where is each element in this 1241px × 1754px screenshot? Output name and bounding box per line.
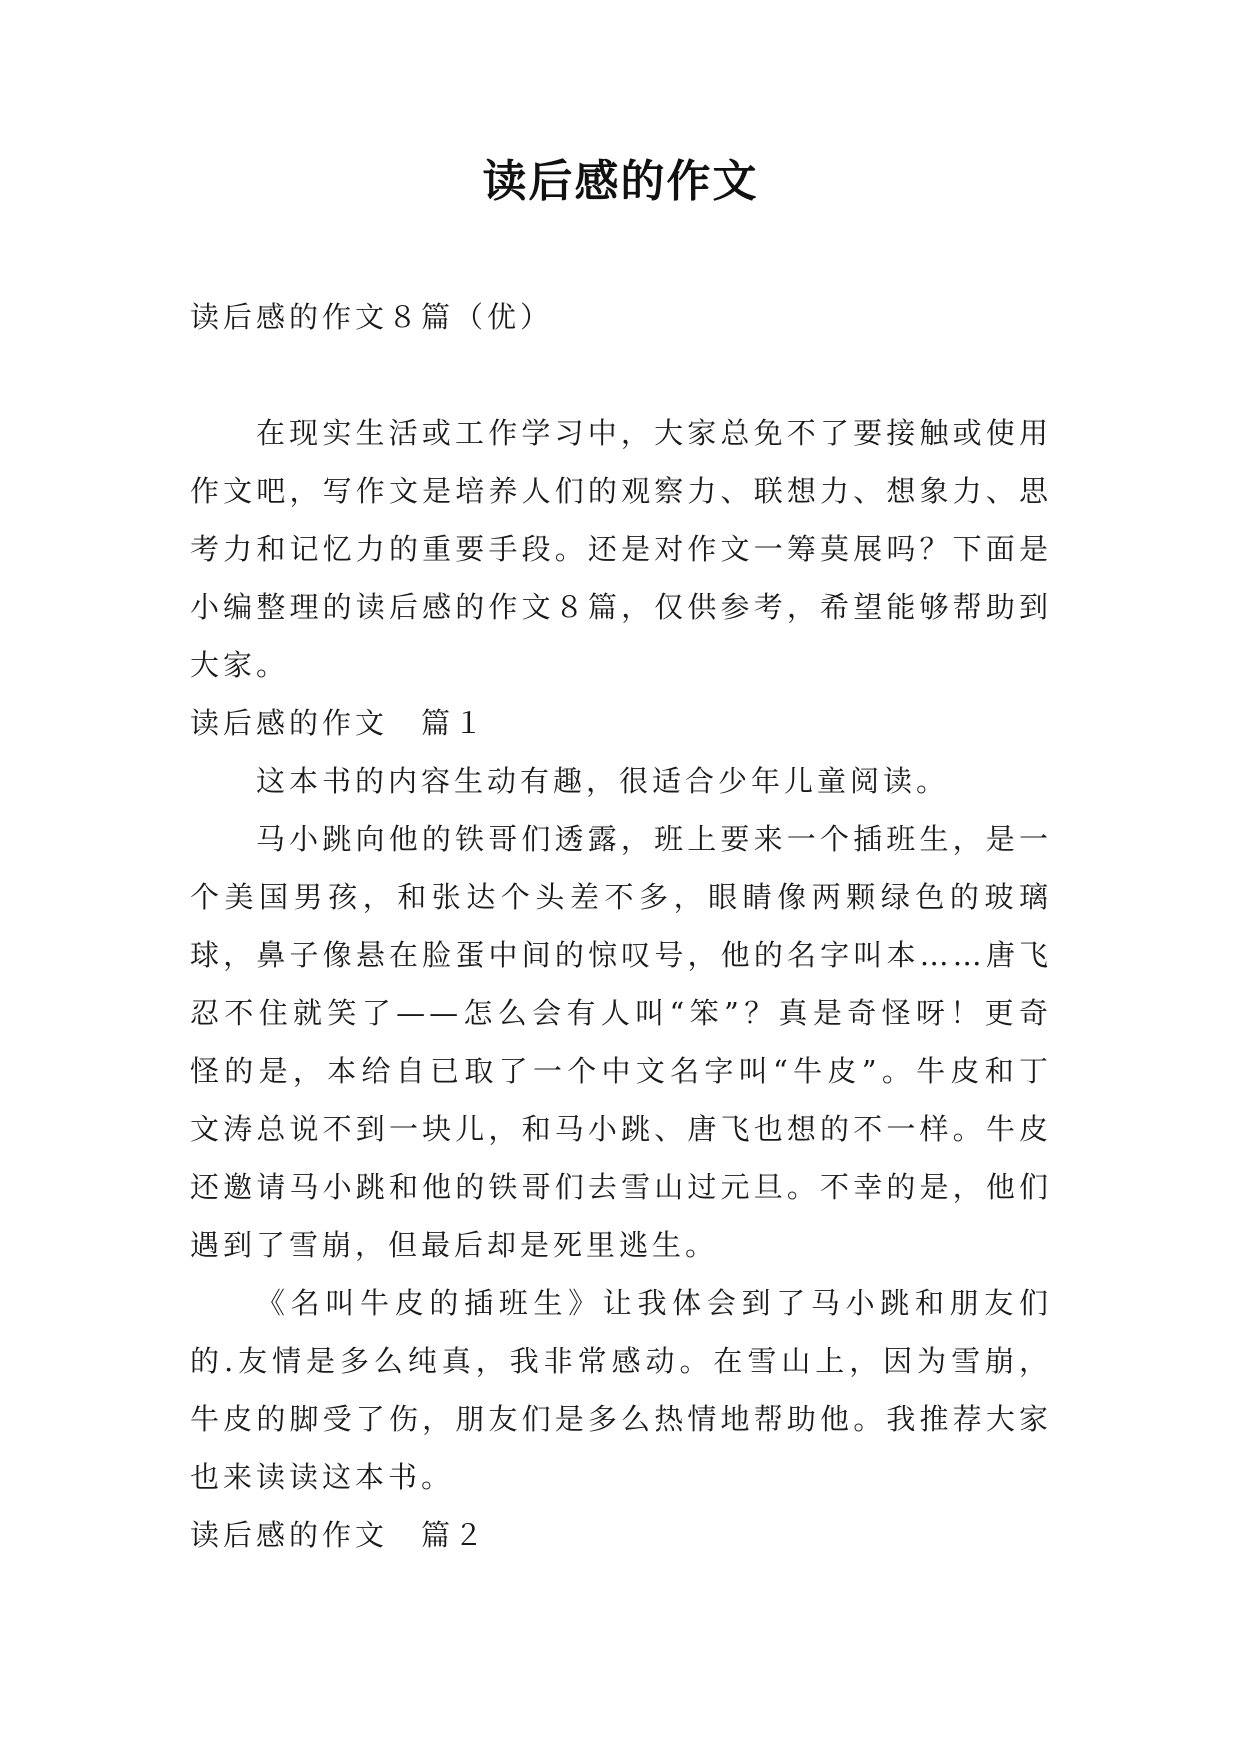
section-heading: 读后感的作文 篇２ [190, 1518, 488, 1552]
spacer [190, 346, 1052, 404]
section-paragraph: 马小跳向他的铁哥们透露，班上要来一个插班生，是一个美国男孩，和张达个头差不多，眼睛像两颗绿色的玻璃球，鼻子像悬在脸蛋中间的惊叹号，他的名字叫本……唐飞忍不住就笑了——怎么会有人叫“笨”？真是奇怪呀！更奇怪的是，本给自已取了一个中文名字叫“牛皮”。牛皮和丁文涛总说不到一块儿，和马小跳、唐飞也想的不一样。牛皮还邀请马小跳和他的铁哥们去雪山过元旦。不幸的是，他们遇到了雪崩，但最后却是死里逃生。 [190, 822, 1052, 1262]
section-paragraph: 《名叫牛皮的插班生》让我体会到了马小跳和朋友们的.友情是多么纯真，我非常感动。在雪山上，因为雪崩，牛皮的脚受了伤，朋友们是多么热情地帮助他。我推荐大家也来读读这本书。 [190, 1286, 1052, 1494]
section-heading: 读后感的作文 篇１ [190, 706, 488, 740]
document-title: 读后感的作文 [482, 156, 759, 207]
intro-paragraph: 在现实生活或工作学习中，大家总免不了要接触或使用作文吧，写作文是培养人们的观察力、联想力、想象力、思考力和记忆力的重要手段。还是对作文一筹莫展吗？下面是小编整理的读后感的作文８篇，仅供参考，希望能够帮助到大家。 [190, 416, 1052, 682]
section-paragraph: 这本书的内容生动有趣，很适合少年儿童阅读。 [256, 764, 950, 798]
document-subtitle: 读后感的作文８篇（优） [190, 300, 554, 334]
document-body [190, 288, 1052, 1564]
